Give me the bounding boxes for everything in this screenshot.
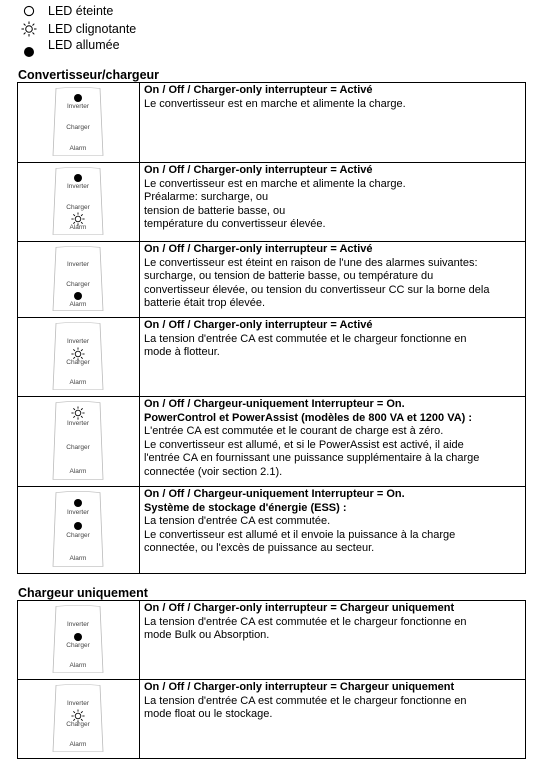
charger-only-table bbox=[17, 600, 526, 759]
inverter-panel-label: Inverter bbox=[66, 509, 90, 517]
legend-label: LED clignotante bbox=[48, 22, 137, 36]
row-description-line: mode Bulk ou Absorption. bbox=[144, 629, 270, 642]
row-heading: On / Off / Chargeur-uniquement Interrupteur = On. bbox=[144, 398, 405, 410]
table-row bbox=[18, 680, 526, 759]
legend-label: LED éteinte bbox=[48, 4, 114, 18]
row-description-line: mode float ou le stockage. bbox=[144, 708, 273, 721]
table-row bbox=[18, 397, 526, 487]
row-description-line: surcharge, ou tension de batterie basse, ou température du bbox=[144, 270, 434, 283]
section-title-charger-only: Chargeur uniquement bbox=[18, 586, 148, 600]
led-front-panel bbox=[52, 605, 104, 674]
description-cell bbox=[140, 83, 526, 163]
inverter-led-blinking-icon bbox=[71, 406, 85, 420]
inverter-led-on-icon bbox=[74, 94, 82, 102]
inverter-panel-label: Inverter bbox=[66, 182, 90, 190]
inverter-led-on-icon bbox=[74, 499, 82, 507]
charger-panel-label: Charger bbox=[66, 444, 90, 452]
row-heading: On / Off / Chargeur-uniquement Interrupteur = On. bbox=[144, 488, 405, 500]
row-heading: On / Off / Charger-only interrupteur = Activé bbox=[144, 243, 373, 255]
led-panel-cell bbox=[18, 242, 140, 318]
description-cell bbox=[140, 680, 526, 759]
led-front-panel bbox=[52, 491, 104, 568]
led-panel-cell bbox=[18, 163, 140, 242]
row-description-line: Le convertisseur est en marche et alimente la charge. bbox=[144, 97, 406, 110]
row-heading: On / Off / Charger-only interrupteur = Activé bbox=[144, 164, 373, 176]
description-cell bbox=[140, 318, 526, 397]
alarm-panel-label: Alarm bbox=[69, 300, 87, 308]
row-description-line: Le convertisseur est allumé et il envoie la puissance à la charge bbox=[144, 528, 456, 541]
description-cell bbox=[140, 397, 526, 487]
table-row bbox=[18, 242, 526, 318]
description-cell bbox=[140, 242, 526, 318]
description-cell bbox=[140, 601, 526, 680]
legend-item-on bbox=[18, 38, 136, 62]
row-heading: On / Off / Charger-only interrupteur = Activé bbox=[144, 84, 373, 96]
row-description-line: Le convertisseur est allumé, et si le PowerAssist est activé, il aide bbox=[144, 438, 464, 451]
led-front-panel bbox=[52, 167, 104, 236]
row-description-line: La tension d'entrée CA est commutée. bbox=[144, 515, 331, 528]
row-heading: On / Off / Charger-only interrupteur = Chargeur uniquement bbox=[144, 681, 455, 693]
led-panel-cell bbox=[18, 397, 140, 487]
alarm-led-on-icon bbox=[74, 292, 82, 300]
charger-panel-label: Charger bbox=[66, 358, 90, 366]
led-off-circle-icon bbox=[18, 5, 40, 17]
led-panel-cell bbox=[18, 601, 140, 680]
led-on-dot-icon bbox=[18, 46, 40, 58]
description-cell bbox=[140, 163, 526, 242]
led-panel-cell bbox=[18, 318, 140, 397]
charger-panel-label: Charger bbox=[66, 532, 90, 540]
alarm-panel-label: Alarm bbox=[69, 224, 87, 232]
alarm-panel-label: Alarm bbox=[69, 145, 87, 153]
led-panel-cell bbox=[18, 680, 140, 759]
row-description-line: Le convertisseur est en marche et alimente la charge. bbox=[144, 177, 406, 190]
charger-panel-label: Charger bbox=[66, 720, 90, 728]
converter-charger-table bbox=[17, 82, 526, 574]
row-description-line: température du convertisseur élevée. bbox=[144, 218, 326, 231]
row-description-line: connectée, ou l'excès de puissance au secteur. bbox=[144, 542, 375, 555]
row-heading: On / Off / Charger-only interrupteur = Chargeur uniquement bbox=[144, 602, 455, 614]
led-front-panel bbox=[52, 322, 104, 391]
led-blinking-sun-icon bbox=[18, 21, 40, 37]
charger-panel-label: Charger bbox=[66, 281, 90, 289]
section-title-converter-charger: Convertisseur/chargeur bbox=[18, 68, 160, 82]
inverter-panel-label: Inverter bbox=[66, 103, 90, 111]
row-description-line: La tension d'entrée CA est commutée et le chargeur fonctionne en bbox=[144, 694, 467, 707]
inverter-panel-label: Inverter bbox=[66, 699, 90, 707]
row-description-line: l'entrée CA en fournissant une puissance supplémentaire à la charge bbox=[144, 452, 480, 465]
charger-led-on-icon bbox=[74, 633, 82, 641]
inverter-panel-label: Inverter bbox=[66, 419, 90, 427]
row-description-line: Le convertisseur est éteint en raison de l'une des alarmes suivantes: bbox=[144, 256, 478, 269]
description-cell bbox=[140, 487, 526, 574]
led-front-panel bbox=[52, 246, 104, 312]
table-row bbox=[18, 487, 526, 574]
alarm-panel-label: Alarm bbox=[69, 555, 87, 563]
table-row bbox=[18, 163, 526, 242]
row-description-line: Préalarme: surcharge, ou bbox=[144, 191, 269, 204]
row-description-line: mode à flotteur. bbox=[144, 346, 220, 359]
charger-panel-label: Charger bbox=[66, 641, 90, 649]
row-description-line: connectée (voir section 2.1). bbox=[144, 465, 283, 478]
inverter-panel-label: Inverter bbox=[66, 261, 90, 269]
inverter-panel-label: Inverter bbox=[66, 337, 90, 345]
row-description-line: La tension d'entrée CA est commutée et le chargeur fonctionne en bbox=[144, 332, 467, 345]
alarm-panel-label: Alarm bbox=[69, 662, 87, 670]
table-row bbox=[18, 601, 526, 680]
table-row bbox=[18, 318, 526, 397]
inverter-panel-label: Inverter bbox=[66, 620, 90, 628]
led-legend bbox=[18, 2, 136, 62]
row-description-line: convertisseur élevée, ou tension du convertisseur CC sur la borne dela bbox=[144, 283, 490, 296]
row-description-line: tension de batterie basse, ou bbox=[144, 204, 286, 217]
row-subheading: PowerControl et PowerAssist (modèles de 800 VA et 1200 VA) : bbox=[144, 411, 473, 424]
charger-panel-label: Charger bbox=[66, 124, 90, 132]
legend-item-blinking bbox=[18, 20, 136, 38]
charger-panel-label: Charger bbox=[66, 203, 90, 211]
led-front-panel bbox=[52, 684, 104, 753]
legend-item-off bbox=[18, 2, 136, 20]
row-subheading: Système de stockage d'énergie (ESS) : bbox=[144, 501, 347, 514]
led-front-panel bbox=[52, 87, 104, 157]
led-panel-cell bbox=[18, 83, 140, 163]
led-panel-cell bbox=[18, 487, 140, 574]
alarm-panel-label: Alarm bbox=[69, 467, 87, 475]
row-heading: On / Off / Charger-only interrupteur = Activé bbox=[144, 319, 373, 331]
row-description-line: La tension d'entrée CA est commutée et le chargeur fonctionne en bbox=[144, 615, 467, 628]
row-description-line: batterie était trop élevée. bbox=[144, 297, 266, 310]
alarm-panel-label: Alarm bbox=[69, 741, 87, 749]
alarm-panel-label: Alarm bbox=[69, 379, 87, 387]
table-row bbox=[18, 83, 526, 163]
inverter-led-on-icon bbox=[74, 174, 82, 182]
legend-label: LED allumée bbox=[48, 38, 120, 52]
row-description-line: L'entrée CA est commutée et le courant de charge est à zéro. bbox=[144, 425, 444, 438]
led-front-panel bbox=[52, 401, 104, 481]
